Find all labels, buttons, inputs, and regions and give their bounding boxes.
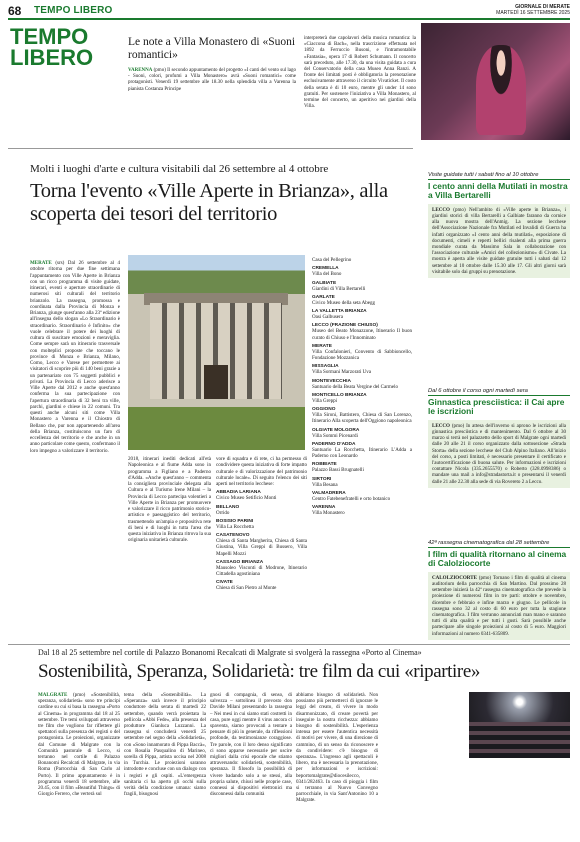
site-name: Santuario La Rocchetta, Itinerario L'Adda a Paderno con Leonardo xyxy=(312,446,412,459)
site-name: Villa Sironi, Battistero, Chiesa di San Lorenzo, Itinerario Alla scoperta dell'Oggiono napoleonica xyxy=(312,412,412,425)
article-body: VARENNA (pmo) Il secondo appuntamento del progetto «I canti del vento sul lago - Suoni, colori, profumi a Villa Monastero» avrà «Suoni romantici» come protagonisti. Venerdì 19 settembre alle 18.30 nella splendida villa a Varenna la pianista Costanza Principe xyxy=(128,68,297,92)
site-town: OLGIATE MOLGORA xyxy=(312,427,360,433)
cinema-col4: abbiamo bisogno di solidarietà. Non possiamo più permetterci di ignorare le leggi del creato, di vivere in modo disarmonizzato, di creare povertà per inseguire la nostra ricchezza: abbiamo bisogno di sostenibilità. L'esperienza intensa per essere l'autentica necessità di motivi per vivere, di una direzione di cammino, di un senso da riconoscere e da condividere: c'è bisogno di speranza». L'ingresso agli spettacoli è libero, ma è necessaria la prenotazione, per informazioni e iscrizioni: beportomalgrate@diocesilecco, 0341/282463. In caso di pioggia i film si terranno al Nuovo Convegno parrocchiale, in via Sant'Antonino 10 a Malgrate. xyxy=(296,692,378,804)
site-name: Villa Confalonieri, Convento di Sabbioncello, Fondazione Mozzanica xyxy=(312,348,412,361)
site-name: Villa Greppi xyxy=(312,397,338,404)
cinema-col3: gnosi di compagnia, di senso, di salvezza – sottolinea il prevosto don Davide Milani presentando la rassegna – Nei mesi in cui siamo stati costretti in casa, pure oggi mentre il virus ancora ci spaventa, siamo provocati a tentare a pensare di più in generale, da riflessioni profonde, da testimonianze coraggiose. Tre parole, con il loro denso significato ci sono apparse necessarie per uscire migliori dalla crisi epocale che stiamo attraversando: solidarietà, sostenibilità, speranza. Il filosofo la possibilità di vivere badando solo a se stessi, alla propria salute, chiusi nelle proprie case, connessi ai dispositivi elettronici ma disconnessi dalla comunità xyxy=(210,692,292,798)
site-town: VALMADRERA xyxy=(312,490,346,496)
issue-date: MARTEDÌ 16 SETTEMBRE 2025 xyxy=(496,10,570,16)
site-town: GARLATE xyxy=(312,294,335,300)
cinema-kicker: Dal 18 al 25 settembre nel cortile di Palazzo Bonanomi Recalcati di Malgrate si svolgerà la rassegna «Porto al Cinema» xyxy=(38,648,422,657)
site-town: LECCO (FRAZIONE CHIUSO) xyxy=(312,323,378,329)
cinema-photo xyxy=(469,692,570,758)
villa-monastero-article xyxy=(128,36,296,93)
site-name: Chiesa di San Pietro al Monte xyxy=(216,585,277,592)
main-article-col3: vore di squadra e di rete, ci ha permesso di condividere questa iniziativa di forte impatto culturale e di valorizzazione del patrimonio culturale locale». Di seguito l'elenco dei siti aperti nel territorio lecchese: ABBADIA LARIANA Civico Museo Setificio Monti BELLANO Orrido BOSISIO PARINI Villa La Rocchetta CASATENOVO Chiesa di Santa Margherita, Chiesa di Santa Giustina, Villa Greppi di Bussero, Villa Mapelli Mozzi CASSAGO BRIANZA Mausoleo Visconti di Modrone, Itinerario Cittadella agostiniana CIVATE Chiesa di San Pietro al Monte xyxy=(216,456,307,592)
site-name: Villa Sommi Picenardi xyxy=(312,432,358,439)
sidebar-title: I film di qualità ritornano al cinema di Calolziocorte xyxy=(428,549,567,569)
site-name: Chiesa di Santa Margherita, Chiesa di Santa Giustina, Villa Greppi di Bussero, Villa Mapelli Mozzi xyxy=(216,538,307,557)
cinema-headline: Sostenibilità, Speranza, Solidarietà: tre film da cui «ripartire» xyxy=(38,661,480,682)
divider xyxy=(8,644,570,645)
cinema-col2: tema della «Sostenibilità». La «Speranza» sarà invece il principio conduttore della serata di martedì 22 settembre, quando verrà proiettata la pellicola «Abbi Fede», alla presenza del produttore Gianluca Luzzanni. La rassegna si concluderà venerdì 25 settembre nel segno della «Solidarietà», con «Sono innamorato di Pippa Baccà», con Rosalia Pasqualino di Marineo, sorella di Pippa, artista uccisa nel 2008 in Turchia. Le proiezioni saranno introdotte e concluse con un dialogo con i registi e gli ospiti. «L'emergenza sanitaria ci ha aperto gli occhi sulla verità della condizione umana: siamo fragili, bisognosi xyxy=(124,692,206,798)
sidebar-box-cinema: 42ª rassegna cinematografica dal 28 settembre I film di qualità ritornano al cinema di Calolziocorte CALOLZIOCORTE (pmo) Tornano i film di qualità al cinema auditorium della parrocchia di San Martino. Dal prossimo 28 settembre inizierà la 42ª rassegna cinematografica che prevede la proiezione di numerosi film in tre parti: ottobre e novembre, dicembre e febbraio e infine marzo e giugno. Le pellicole in rassegna sono 32 al costo di 60 euro per tutta la stagione cinematografica. I film verranno annunciati man mano e saranno tutti di alta qualità e per tutti i gusti. Sarà possibile anche partecipare alle singole proiezioni al costo di 5 euro. Maggiori informazioni al numero 0341-635809. xyxy=(428,540,570,640)
site-town: OGGIONO xyxy=(312,407,336,412)
site-town: MISSAGLIA xyxy=(312,364,339,370)
site-name: Santuario della Beata Vergine del Carmelo xyxy=(312,383,399,390)
main-article-col1: MERATE (srs) Dal 26 settembre al 4 ottobre ritorna per due fine settimana l'appuntamento con Ville Aperte in Brianza con un ricco programma di visite guidate, itinerari, eventi e aperture straordinarie di numerosi siti culturali del territorio brianzolo. La rassegna, promossa e coordinata dalla Provincia di Monza e Brianza, giunge quest'anno alla 23ª edizione all'insegna dello slogan «Lo Straordinario è straordinario. Straordinario è Infinito» che vuole celebrare il potere dei luoghi di cultura di suscitare emozioni e meraviglia. Come sempre sarà un itinerario trasversale con molteplici proposte che toccano le province di Monza e Brianza, Milano, Como, Lecco e Varese per permettere ai visitatori di scoprire più di 140 beni grazie a un partenariato con 75 soggetti pubblici e privati. La Provincia di Lecco aderisce a Ville Aperte dal 2012 e anche quest'anno conferma la sua partecipazione con l'apertura straordinaria di 32 beni tra ville, parchi, giardini e chiese in 22 comuni. Tra questi anche alcuni siti come Villa Monastero a Varenna e il Chiostro di Bellano che, pur non appartenendo all'area della Brianza, costituiscono un faro di eccellenza del territorio e che anche in un anno particolare come questo, confermano il loro impegno a valorizzare il territorio. xyxy=(30,260,120,454)
site-town: PADERNO D'ADDA xyxy=(312,441,356,447)
page-header xyxy=(8,6,570,20)
sidebar-body: LECCO (pmo) In attesa dell'inverno si aprono le iscrizioni alla ginnastica presciistica e di mantenimento. Dal 6 ottobre al 30 marzo si terrà nel palazzetto dello sport di Malgrate ogni martedì dalle 20 alle 21 il corso organizzato dalla sottosezione «Strada Storta» della sezione lecchese del Club Alpino Italiano. All'inizio del corso, a posti limitati, è necessario presentare il certificato e l'autocertificazione di buona salute. Per informazioni e iscrizioni contattare Nicola (335.2655570) o Roberto (328.0998386) o mandare una mail a info@stradastorta.it o presentarsi il venerdì dalle 21 alle 22.30 alla sede di via Rovereto 2 a Lecco. xyxy=(428,420,570,488)
main-headline: Torna l'evento «Ville Aperte in Brianza», alla scoperta dei tesori del territorio xyxy=(30,180,388,225)
site-name: Museo del Beato Monazzone, Itinerario Il buon curato di Chiuso e l'Innominato xyxy=(312,328,412,341)
site-town: MONTEVECCHIA xyxy=(312,378,351,384)
sidebar-box-mutilati: Visite guidate tutti i sabati fino al 10 ottobre I cento anni della Mutilati in mostra a Villa Bertarelli LECCO (pmo) Nell'ambito di «Ville aperte in Brianza», i giardini storici di villa Bertarelli a Galbiate faranno da cornice alla nuova mostra dell'Anmig. La sezione lecchese dell'Associazione Nazionale fra Mutilati ed Invalidi di Guerra ha infatti organizzato «I cento anni della mutilati», esposizione di documenti, cimeli e reperti bellici risalenti alla prima guerra mondiale curata da Massimo Sala in collaborazione con l'associazione culturale «Amici del collezionismo» di Civate. La mostra è aperta alle visite guidate gratuite tutti i sabati dal 12 settembre al 10 ottobre dalle 15.30 alle 17. Gli altri giorni sarà visitabile solo dai gruppi su prenotazione. xyxy=(428,172,570,278)
site-town: VARENNA xyxy=(312,505,336,510)
villa-photo xyxy=(128,255,305,450)
site-town: LA VALLETTA BRIANZA xyxy=(312,309,367,314)
site-town: SIRTORI xyxy=(312,476,332,482)
main-article-col4 xyxy=(312,257,412,516)
site-town: MERATE xyxy=(312,343,332,349)
site-town: GALBIATE xyxy=(312,280,337,286)
site-name: Villa del Bono xyxy=(312,271,342,278)
sidebar-title: Ginnastica presciistica: il Cai apre le iscrizioni xyxy=(428,397,565,417)
site-name: Palazzo Bassi Brugnatelli xyxy=(312,467,364,474)
site-name: Oasi Galbusera xyxy=(312,314,343,320)
site-name: Villa Besana xyxy=(312,481,338,488)
sidebar-body: LECCO (pmo) Nell'ambito di «Ville aperte in Brianza», i giardini storici di villa Bertarelli a Galbiate faranno da cornice alla nuova mostra dell'Anmig. La sezione lecchese dell'Associazione Nazionale fra Mutilati ed Invalidi di Guerra ha infatti organizzato «I cento anni della mutilati», esposizione di documenti, cimeli e reperti bellici risalenti alla prima guerra mondiale curata da Massimo Sala in collaborazione con l'associazione culturale «Amici del collezionismo» di Civate. La mostra è aperta alle visite guidate gratuite tutti i sabati dal 12 settembre al 10 ottobre dalle 15.30 alle 17. Gli altri giorni sarà visitabile solo dai gruppi su prenotazione. xyxy=(428,204,570,278)
masthead xyxy=(496,4,570,16)
newspaper-name: GIORNALE DI MERATE xyxy=(515,4,570,10)
site-name: Casa del Pellegrino xyxy=(312,257,352,263)
sidebar-body: CALOLZIOCORTE (pmo) Tornano i film di qualità al cinema auditorium della parrocchia di San Martino. Dal prossimo 28 settembre inizierà la 42ª rassegna cinematografica che prevede la proiezione di numerosi film in tre parti: ottobre e novembre, dicembre e febbraio e infine marzo e giugno. Le pellicole in rassegna sono 32 al costo di 60 euro per tutta la stagione cinematografica. I film verranno annunciati man mano e saranno tutti di alta qualità e per tutti i gusti. Sarà possibile anche partecipare alle singole proiezioni al costo di 5 euro. Maggiori informazioni al numero 0341-635809. xyxy=(428,572,570,640)
site-town: ROBBIATE xyxy=(312,462,337,468)
section-label: TEMPO LIBERO xyxy=(34,5,113,16)
main-article-col2: 2018, itinerari inediti dedicati all'età Napoleonica e al fiume Adda sono in programma a Figliano e a Paderno d'Adda. «Anche quest'anno – commenta la consigliera provinciale delegata alla Cultura e al Turismo Irene Milani – la Provincia di Lecco partecipa volentieri a Ville Aperte in Brianza per promuovere e valorizzare il ricco patrimonio storico-artistico e paesaggistico del territorio, trasmettendo un'ampia e propositiva rete di beni e di luoghi in tutta l'area che questa iniziativa in Brianza ritrova la sua originaria unitarietà culturale. xyxy=(128,456,211,544)
sidebar-box-cai: Dal 6 ottobre il corso ogni martedì sera Ginnastica presciistica: il Cai apre le iscrizioni LECCO (pmo) In attesa dell'inverno si aprono le iscrizioni alla ginnastica presciistica e di mantenimento. Dal 6 ottobre al 30 marzo si terrà nel palazzetto dello sport di Malgrate ogni martedì dalle 20 alle 21 il corso organizzato dalla sottosezione «Strada Storta» della sezione lecchese del Club Alpino Italiano. All'inizio del corso, a posti limitati, è necessario presentare il certificato e l'autocertificazione di buona salute. Per informazioni e iscrizioni contattare Nicola (335.2655570) o Roberto (328.0998386) o mandare una mail a info@stradastorta.it o presentarsi il venerdì dalle 21 alle 22.30 alla sede di via Rovereto 2 a Lecco. xyxy=(428,388,570,488)
site-name: Civico Museo della seta Abegg xyxy=(312,299,376,306)
site-town: BOSISIO PARINI xyxy=(216,518,254,524)
main-kicker: Molti i luoghi d'arte e cultura visitabili dal 26 settembre al 4 ottobre xyxy=(30,163,329,175)
site-town: CREMELLA xyxy=(312,266,339,272)
site-name: Centro Fatebenefratelli e orto botanico xyxy=(312,495,391,502)
site-town: CASSAGO BRIANZA xyxy=(216,559,264,565)
site-town: ABBADIA LARIANA xyxy=(216,490,261,496)
site-name: Mausoleo Visconti di Modrone, Itinerario Cittadella agostiniana xyxy=(216,564,307,577)
article-title: Le note a Villa Monastero di «Suoni romantici» xyxy=(128,36,296,61)
pianist-photo xyxy=(421,23,570,140)
site-name: Villa Monastero xyxy=(312,510,345,516)
site-town: CASATENOVO xyxy=(216,533,250,538)
section-title: TEMPO LIBERO xyxy=(10,24,94,70)
site-name: Villa La Rocchetta xyxy=(216,523,254,530)
site-name: Orrido xyxy=(216,509,230,516)
divider xyxy=(8,148,413,149)
site-name: Civico Museo Setificio Monti xyxy=(216,495,277,502)
site-name: Villa Sormani Marzorati Uva xyxy=(312,369,371,376)
site-town: CIVATE xyxy=(216,580,233,586)
sidebar-title: I cento anni della Mutilati in mostra a Villa Bertarelli xyxy=(428,181,568,201)
site-town: BELLANO xyxy=(216,504,240,510)
site-name: Giardini di Villa Bertarelli xyxy=(312,285,366,292)
page-number: 68 xyxy=(8,4,22,18)
article-body-continued: interpreterà due capolavori della musica romantica: la «Ciaccona di Bach», nella trascrizione effettuata nel 1892 da Ferruccio Busoni, e l'intramontabile «Fantasia», opera 17 di Robert Schumann. Il concerto sarà preceduto, alle 17.30, da una visita guidata a cura del Conservatorio della casa Museo Anna Ranzi. A fronte dei limitati posti è obbligatoria la prenotazione esclusivamente attraverso il circuito Vivaticket. Il costo della serata è di 10 euro, mentre gli under 14 sono gratuiti. Per sostenere l'iniziativa a Villa Monastero, al termine del concerto, un aperitivo nei giardini della Villa. xyxy=(304,36,416,110)
site-town: MONTICELLO BRIANZA xyxy=(312,392,367,398)
cinema-col1: MALGRATE (pmo) «Sostenibilità, speranza, solidarietà» sono tre principi cardine su cui si basa la rassegna «Porto al Cinema» in programma dal 18 al 25 settembre. Tre temi sviluppati attraverso tre film che vogliono far riflettere gli spettatori sulla presenza dei registi o del protagonista. Le proiezioni, organizzate dal Comune di Malgrate con la Comunità pastorale di Lecco, si terranno nel cortile di Palazzo Bonanomi Recalcati di Malgrate, in via Roma (Parrocchia di San Carlo al Porto). Il primo appuntamento è in programma venerdì 18 settembre, alle 20.45, con il film «Beautiful Things» di Giorgio Ferrero, che verterà sul xyxy=(38,692,120,798)
